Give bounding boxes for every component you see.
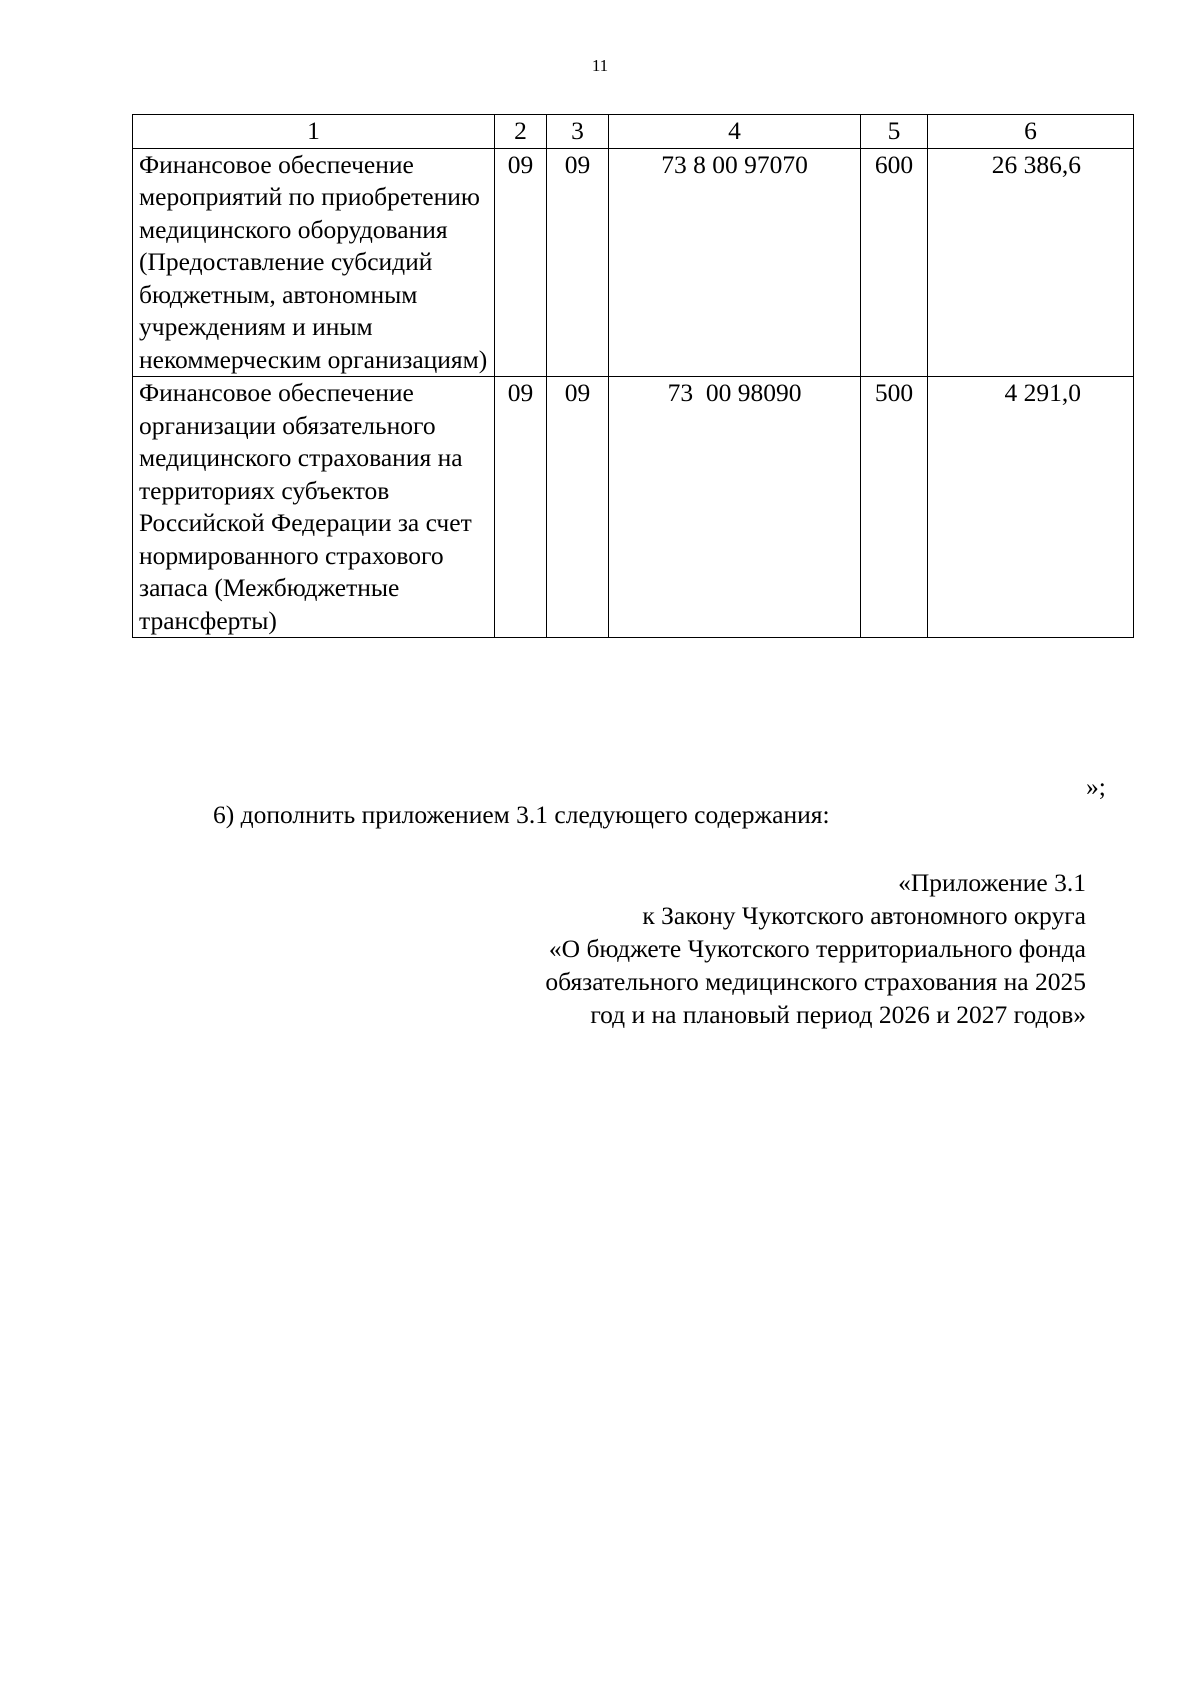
closing-quote: »;	[1086, 772, 1106, 801]
header-cell-3: 3	[547, 115, 609, 149]
row-expense-type: 600	[861, 148, 928, 377]
row-name: Финансовое обеспечение мероприятий по приобретению медицинского оборудования (Предоставление субсидий бюджетным, автономным учреждениям и иным некоммерческим организациям)	[133, 148, 495, 377]
row-section: 09	[495, 377, 547, 638]
appendix-line: обязательного медицинского страхования на 2025	[545, 967, 1086, 996]
row-target-article: 73 8 00 97070	[609, 148, 861, 377]
row-amount: 4 291,0	[928, 377, 1134, 638]
appendix-line: «Приложение 3.1	[898, 868, 1086, 897]
page-number: 11	[591, 56, 609, 75]
header-cell-1: 1	[133, 115, 495, 149]
header-cell-6: 6	[928, 115, 1134, 149]
appendix-line: к Закону Чукотского автономного округа	[642, 901, 1086, 930]
header-cell-4: 4	[609, 115, 861, 149]
row-name: Финансовое обеспечение организации обязательного медицинского страхования на территориях субъектов Российской Федерации за счет нормированного страхового запаса (Межбюджетные трансферты)	[133, 377, 495, 638]
header-cell-5: 5	[861, 115, 928, 149]
budget-table	[132, 114, 1134, 638]
row-subsection: 09	[547, 148, 609, 377]
table-header-row	[133, 115, 1134, 149]
row-subsection: 09	[547, 377, 609, 638]
row-amount: 26 386,6	[928, 148, 1134, 377]
header-cell-2: 2	[495, 115, 547, 149]
appendix-line: «О бюджете Чукотского территориального фонда	[548, 934, 1086, 963]
table-row	[133, 377, 1134, 638]
appendix-header	[400, 866, 1086, 1031]
table-row	[133, 148, 1134, 377]
row-section: 09	[495, 148, 547, 377]
row-expense-type: 500	[861, 377, 928, 638]
appendix-line: год и на плановый период 2026 и 2027 годов»	[590, 1000, 1086, 1029]
amendment-text: 6) дополнить приложением 3.1 следующего содержания:	[213, 800, 830, 829]
row-target-article: 73 00 98090	[609, 377, 861, 638]
